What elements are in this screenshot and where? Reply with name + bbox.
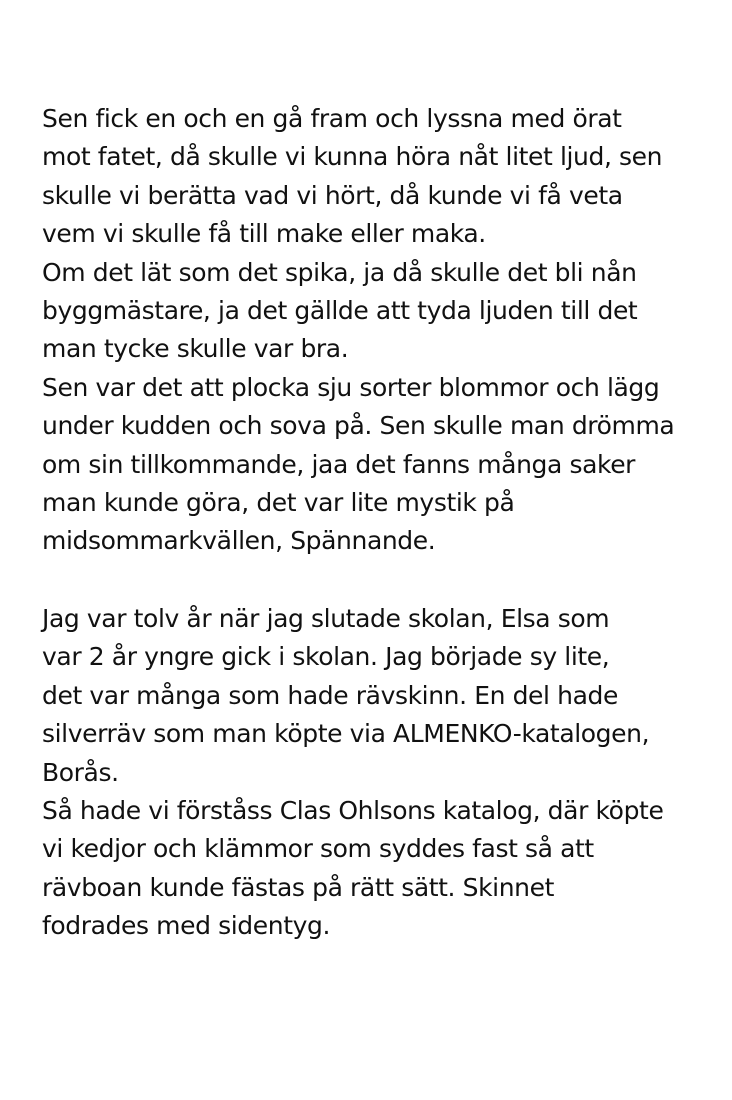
- text-section-midsummer: [42, 100, 710, 561]
- text-line: byggmästare, ja det gällde att tyda ljuden till det: [42, 295, 638, 325]
- text-section-school: [42, 600, 710, 946]
- text-line: Jag var tolv år när jag slutade skolan, Elsa som: [42, 604, 610, 633]
- text-line: under kudden och sova på. Sen skulle man drömma: [42, 411, 675, 441]
- text-line: Sen var det att plocka sju sorter blommor och lägg: [42, 372, 660, 402]
- text-line: fodrades med sidentyg.: [42, 911, 331, 941]
- text-line: rävboan kunde fästas på rätt sätt. Skinnet: [42, 872, 554, 902]
- text-line: vem vi skulle få till make eller maka.: [42, 219, 486, 249]
- text-line: Så hade vi förståss Clas Ohlsons katalog, där köpte: [42, 795, 664, 825]
- text-line: vi kedjor och klämmor som syddes fast så att: [42, 834, 594, 864]
- text-line: Sen fick en och en gå fram och lyssna med örat: [42, 104, 622, 133]
- text-line: man tycke skulle var bra.: [42, 334, 349, 364]
- text-line: man kunde göra, det var lite mystik på: [42, 487, 515, 517]
- text-line: var 2 år yngre gick i skolan. Jag började sy lite,: [42, 642, 610, 672]
- text-line: Borås.: [42, 757, 119, 787]
- text-line: midsommarkvällen, Spännande.: [42, 526, 436, 556]
- text-line: silverräv som man köpte via ALMENKO-katalogen,: [42, 719, 650, 749]
- text-line: skulle vi berätta vad vi hört, då kunde vi få veta: [42, 180, 623, 210]
- text-line: mot fatet, då skulle vi kunna höra nåt litet ljud, sen: [42, 142, 663, 172]
- text-line: Om det lät som det spika, ja då skulle det bli nån: [42, 257, 637, 287]
- text-line: det var många som hade rävskinn. En del hade: [42, 680, 618, 710]
- text-line: om sin tillkommande, jaa det fanns många saker: [42, 449, 636, 479]
